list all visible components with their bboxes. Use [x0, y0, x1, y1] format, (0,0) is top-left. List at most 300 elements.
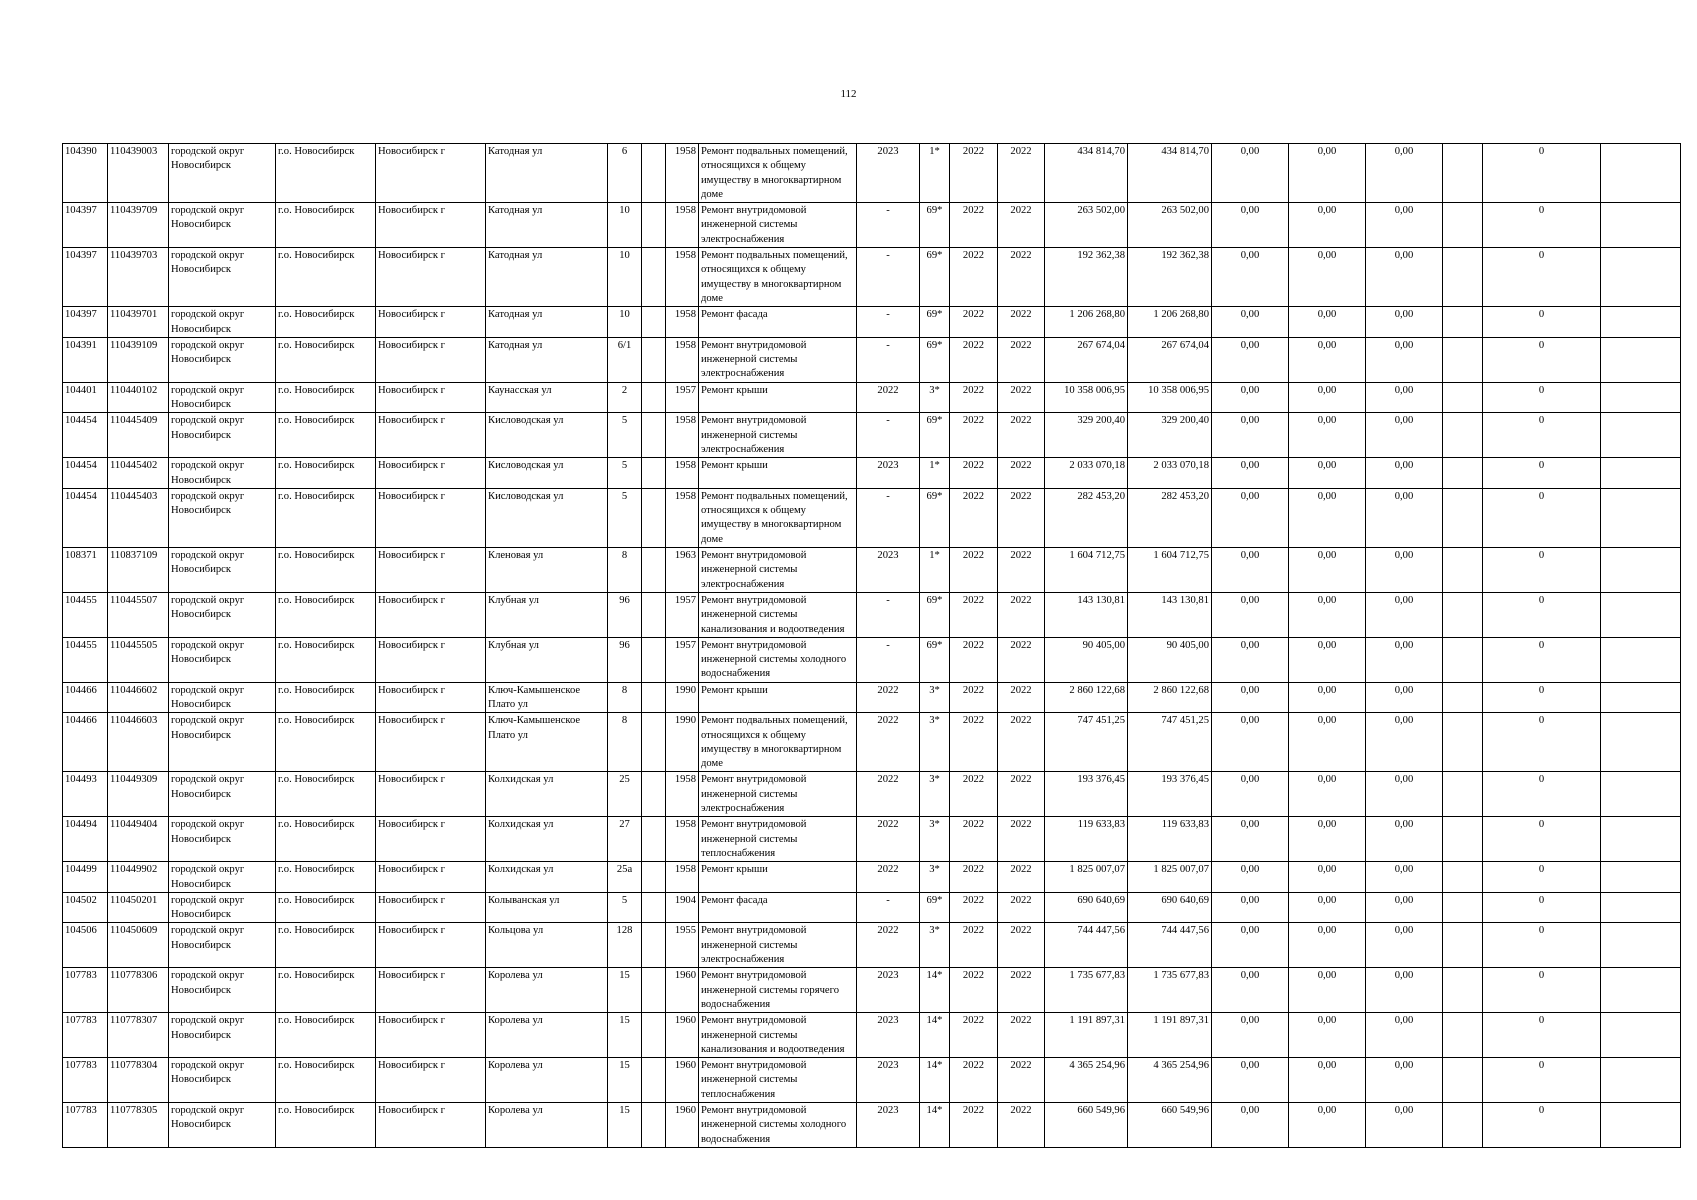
cell-zero-value: 0 — [1483, 458, 1601, 489]
cell-building — [642, 488, 666, 547]
cell-work-type: Ремонт внутридомовой инженерной системы электроснабжения — [699, 203, 857, 248]
cell-urban-district: г.о. Новосибирск — [276, 248, 376, 307]
cell-street: Колыванская ул — [486, 892, 608, 923]
cell-street: Колхидская ул — [486, 817, 608, 862]
cell-street: Каунасская ул — [486, 382, 608, 413]
cell-settlement: Новосибирск г — [376, 862, 486, 893]
cell-note-code: 3* — [920, 713, 950, 772]
cell-zero-value: 0 — [1483, 637, 1601, 682]
cell-zero-value: 0 — [1483, 144, 1601, 203]
cell-note-code: 3* — [920, 923, 950, 968]
cell-budget-subject: 0,00 — [1212, 923, 1289, 968]
cell-work-type: Ремонт внутридомовой инженерной системы холодного водоснабжения — [699, 1103, 857, 1148]
cell-municipality: городской округ Новосибирск — [169, 413, 276, 458]
cell-budget-subject: 0,00 — [1212, 862, 1289, 893]
cell-street: Королева ул — [486, 1013, 608, 1058]
cell-zero-value: 0 — [1483, 682, 1601, 713]
cell-zero-value: 0 — [1483, 1103, 1601, 1148]
cell-construction-year: 1958 — [666, 307, 699, 338]
cell-municipality: городской округ Новосибирск — [169, 307, 276, 338]
cell-street: Катодная ул — [486, 203, 608, 248]
cell-deadline-year: - — [857, 337, 920, 382]
cell-note-code: 69* — [920, 337, 950, 382]
cell-budget-local: 0,00 — [1289, 413, 1366, 458]
cell-house-number: 25 — [608, 772, 642, 817]
cell-construction-year: 1957 — [666, 382, 699, 413]
cell-budget-local: 0,00 — [1289, 968, 1366, 1013]
cell-empty — [1601, 488, 1681, 547]
cell-note-code: 14* — [920, 1103, 950, 1148]
cell-deadline-year: - — [857, 488, 920, 547]
cell-settlement: Новосибирск г — [376, 968, 486, 1013]
cell-note-code: 1* — [920, 458, 950, 489]
cell-work-type: Ремонт внутридомовой инженерной системы холодного водоснабжения — [699, 637, 857, 682]
cell-house-number: 15 — [608, 968, 642, 1013]
cell-budget-local: 0,00 — [1289, 1058, 1366, 1103]
cell-note-code: 69* — [920, 307, 950, 338]
repair-program-table — [62, 143, 1681, 1148]
cell-house-number: 96 — [608, 592, 642, 637]
cell-empty — [1601, 458, 1681, 489]
cell-plan-year-end: 2022 — [998, 337, 1045, 382]
cell-zero-value: 0 — [1483, 592, 1601, 637]
cell-work-type: Ремонт крыши — [699, 382, 857, 413]
cell-budget-local: 0,00 — [1289, 337, 1366, 382]
cell-work-type: Ремонт внутридомовой инженерной системы канализования и водоотведения — [699, 592, 857, 637]
cell-street: Катодная ул — [486, 307, 608, 338]
cell-deadline-year: - — [857, 413, 920, 458]
cell-plan-year-start: 2022 — [950, 923, 998, 968]
cell-zero-value: 0 — [1483, 923, 1601, 968]
cell-zero-value: 0 — [1483, 413, 1601, 458]
cell-municipality: городской округ Новосибирск — [169, 337, 276, 382]
cell-budget-local: 0,00 — [1289, 862, 1366, 893]
cell-settlement: Новосибирск г — [376, 1103, 486, 1148]
cell-empty — [1601, 968, 1681, 1013]
cell-plan-year-end: 2022 — [998, 248, 1045, 307]
cell-budget-local: 0,00 — [1289, 817, 1366, 862]
cell-urban-district: г.о. Новосибирск — [276, 772, 376, 817]
table-row — [63, 592, 1681, 637]
cell-note-code: 69* — [920, 248, 950, 307]
cell-system-id: 110450609 — [108, 923, 169, 968]
cell-empty — [1601, 713, 1681, 772]
cell-work-type: Ремонт внутридомовой инженерной системы электроснабжения — [699, 337, 857, 382]
table-body — [63, 144, 1681, 1148]
cell-zero-value: 0 — [1483, 248, 1601, 307]
cell-settlement: Новосибирск г — [376, 458, 486, 489]
cell-extra — [1443, 862, 1483, 893]
cell-budget-local: 0,00 — [1289, 458, 1366, 489]
cell-empty — [1601, 892, 1681, 923]
cell-house-number: 10 — [608, 203, 642, 248]
cell-house-number: 96 — [608, 637, 642, 682]
cell-empty — [1601, 923, 1681, 968]
cell-object-id: 104454 — [63, 458, 108, 489]
cell-object-id: 104466 — [63, 682, 108, 713]
cell-work-type: Ремонт внутридомовой инженерной системы канализования и водоотведения — [699, 1013, 857, 1058]
cell-object-id: 108371 — [63, 548, 108, 593]
cell-municipality: городской округ Новосибирск — [169, 382, 276, 413]
cell-house-number: 10 — [608, 248, 642, 307]
cell-extra — [1443, 413, 1483, 458]
cell-system-id: 110445507 — [108, 592, 169, 637]
cell-note-code: 1* — [920, 144, 950, 203]
cell-settlement: Новосибирск г — [376, 637, 486, 682]
cell-street: Клубная ул — [486, 592, 608, 637]
cell-total-cost: 2 860 122,68 — [1045, 682, 1128, 713]
cell-owners-funds: 0,00 — [1366, 382, 1443, 413]
cell-street: Кисловодская ул — [486, 458, 608, 489]
cell-plan-year-end: 2022 — [998, 458, 1045, 489]
cell-extra — [1443, 1103, 1483, 1148]
cell-fund-cost: 4 365 254,96 — [1128, 1058, 1212, 1103]
cell-object-id: 104391 — [63, 337, 108, 382]
cell-empty — [1601, 682, 1681, 713]
cell-total-cost: 1 735 677,83 — [1045, 968, 1128, 1013]
cell-plan-year-end: 2022 — [998, 637, 1045, 682]
cell-total-cost: 329 200,40 — [1045, 413, 1128, 458]
cell-construction-year: 1958 — [666, 413, 699, 458]
cell-building — [642, 1058, 666, 1103]
cell-zero-value: 0 — [1483, 382, 1601, 413]
cell-owners-funds: 0,00 — [1366, 923, 1443, 968]
cell-municipality: городской округ Новосибирск — [169, 1013, 276, 1058]
cell-system-id: 110439003 — [108, 144, 169, 203]
cell-plan-year-end: 2022 — [998, 548, 1045, 593]
cell-settlement: Новосибирск г — [376, 144, 486, 203]
cell-settlement: Новосибирск г — [376, 592, 486, 637]
cell-budget-subject: 0,00 — [1212, 337, 1289, 382]
cell-note-code: 3* — [920, 682, 950, 713]
cell-note-code: 69* — [920, 592, 950, 637]
cell-owners-funds: 0,00 — [1366, 1058, 1443, 1103]
cell-urban-district: г.о. Новосибирск — [276, 892, 376, 923]
cell-total-cost: 267 674,04 — [1045, 337, 1128, 382]
cell-system-id: 110449902 — [108, 862, 169, 893]
cell-fund-cost: 1 735 677,83 — [1128, 968, 1212, 1013]
cell-urban-district: г.о. Новосибирск — [276, 713, 376, 772]
cell-budget-local: 0,00 — [1289, 248, 1366, 307]
cell-extra — [1443, 488, 1483, 547]
cell-house-number: 128 — [608, 923, 642, 968]
cell-fund-cost: 744 447,56 — [1128, 923, 1212, 968]
cell-fund-cost: 329 200,40 — [1128, 413, 1212, 458]
cell-settlement: Новосибирск г — [376, 413, 486, 458]
cell-empty — [1601, 413, 1681, 458]
cell-urban-district: г.о. Новосибирск — [276, 382, 376, 413]
cell-empty — [1601, 772, 1681, 817]
cell-owners-funds: 0,00 — [1366, 968, 1443, 1013]
cell-fund-cost: 747 451,25 — [1128, 713, 1212, 772]
cell-object-id: 107783 — [63, 1058, 108, 1103]
cell-budget-subject: 0,00 — [1212, 637, 1289, 682]
cell-construction-year: 1958 — [666, 817, 699, 862]
cell-system-id: 110445505 — [108, 637, 169, 682]
cell-deadline-year: 2023 — [857, 968, 920, 1013]
cell-settlement: Новосибирск г — [376, 488, 486, 547]
cell-extra — [1443, 772, 1483, 817]
cell-budget-subject: 0,00 — [1212, 892, 1289, 923]
table-row — [63, 488, 1681, 547]
cell-extra — [1443, 637, 1483, 682]
cell-system-id: 110449404 — [108, 817, 169, 862]
cell-system-id: 110778306 — [108, 968, 169, 1013]
cell-deadline-year: 2023 — [857, 144, 920, 203]
cell-plan-year-end: 2022 — [998, 817, 1045, 862]
cell-empty — [1601, 592, 1681, 637]
cell-empty — [1601, 382, 1681, 413]
cell-budget-subject: 0,00 — [1212, 488, 1289, 547]
table-row — [63, 382, 1681, 413]
cell-street: Королева ул — [486, 1103, 608, 1148]
cell-system-id: 110446602 — [108, 682, 169, 713]
cell-construction-year: 1960 — [666, 1013, 699, 1058]
cell-urban-district: г.о. Новосибирск — [276, 862, 376, 893]
cell-extra — [1443, 1013, 1483, 1058]
cell-note-code: 14* — [920, 968, 950, 1013]
table-row — [63, 637, 1681, 682]
cell-plan-year-end: 2022 — [998, 1103, 1045, 1148]
cell-fund-cost: 90 405,00 — [1128, 637, 1212, 682]
cell-zero-value: 0 — [1483, 862, 1601, 893]
cell-work-type: Ремонт внутридомовой инженерной системы электроснабжения — [699, 923, 857, 968]
cell-plan-year-start: 2022 — [950, 892, 998, 923]
cell-system-id: 110446603 — [108, 713, 169, 772]
cell-total-cost: 1 191 897,31 — [1045, 1013, 1128, 1058]
cell-plan-year-start: 2022 — [950, 1013, 998, 1058]
cell-street: Кисловодская ул — [486, 413, 608, 458]
cell-municipality: городской округ Новосибирск — [169, 248, 276, 307]
cell-extra — [1443, 307, 1483, 338]
cell-building — [642, 307, 666, 338]
cell-plan-year-start: 2022 — [950, 488, 998, 547]
table-row — [63, 772, 1681, 817]
cell-system-id: 110440102 — [108, 382, 169, 413]
cell-owners-funds: 0,00 — [1366, 548, 1443, 593]
cell-work-type: Ремонт подвальных помещений, относящихся к общему имуществу в многоквартирном доме — [699, 144, 857, 203]
cell-house-number: 6/1 — [608, 337, 642, 382]
cell-municipality: городской округ Новосибирск — [169, 458, 276, 489]
cell-building — [642, 968, 666, 1013]
cell-system-id: 110778304 — [108, 1058, 169, 1103]
cell-total-cost: 747 451,25 — [1045, 713, 1128, 772]
cell-urban-district: г.о. Новосибирск — [276, 637, 376, 682]
cell-plan-year-end: 2022 — [998, 713, 1045, 772]
cell-plan-year-end: 2022 — [998, 1058, 1045, 1103]
cell-fund-cost: 10 358 006,95 — [1128, 382, 1212, 413]
cell-budget-subject: 0,00 — [1212, 1013, 1289, 1058]
cell-object-id: 104454 — [63, 413, 108, 458]
cell-building — [642, 337, 666, 382]
table-row — [63, 968, 1681, 1013]
cell-system-id: 110837109 — [108, 548, 169, 593]
cell-municipality: городской округ Новосибирск — [169, 1058, 276, 1103]
cell-budget-subject: 0,00 — [1212, 458, 1289, 489]
cell-owners-funds: 0,00 — [1366, 413, 1443, 458]
cell-extra — [1443, 1058, 1483, 1103]
cell-extra — [1443, 203, 1483, 248]
cell-work-type: Ремонт внутридомовой инженерной системы электроснабжения — [699, 772, 857, 817]
cell-extra — [1443, 968, 1483, 1013]
cell-house-number: 15 — [608, 1058, 642, 1103]
cell-object-id: 104506 — [63, 923, 108, 968]
cell-urban-district: г.о. Новосибирск — [276, 337, 376, 382]
cell-settlement: Новосибирск г — [376, 892, 486, 923]
cell-plan-year-end: 2022 — [998, 923, 1045, 968]
cell-empty — [1601, 203, 1681, 248]
cell-note-code: 3* — [920, 862, 950, 893]
cell-total-cost: 1 825 007,07 — [1045, 862, 1128, 893]
cell-total-cost: 193 376,45 — [1045, 772, 1128, 817]
cell-fund-cost: 2 033 070,18 — [1128, 458, 1212, 489]
cell-budget-subject: 0,00 — [1212, 968, 1289, 1013]
cell-municipality: городской округ Новосибирск — [169, 548, 276, 593]
cell-municipality: городской округ Новосибирск — [169, 682, 276, 713]
cell-budget-subject: 0,00 — [1212, 382, 1289, 413]
cell-urban-district: г.о. Новосибирск — [276, 413, 376, 458]
cell-note-code: 3* — [920, 817, 950, 862]
cell-building — [642, 772, 666, 817]
cell-empty — [1601, 637, 1681, 682]
cell-fund-cost: 143 130,81 — [1128, 592, 1212, 637]
cell-settlement: Новосибирск г — [376, 713, 486, 772]
cell-budget-subject: 0,00 — [1212, 307, 1289, 338]
cell-budget-subject: 0,00 — [1212, 144, 1289, 203]
cell-zero-value: 0 — [1483, 713, 1601, 772]
cell-plan-year-end: 2022 — [998, 592, 1045, 637]
cell-system-id: 110445403 — [108, 488, 169, 547]
cell-budget-local: 0,00 — [1289, 548, 1366, 593]
cell-building — [642, 592, 666, 637]
cell-building — [642, 713, 666, 772]
cell-empty — [1601, 307, 1681, 338]
cell-deadline-year: 2023 — [857, 458, 920, 489]
cell-total-cost: 660 549,96 — [1045, 1103, 1128, 1148]
cell-fund-cost: 1 825 007,07 — [1128, 862, 1212, 893]
cell-work-type: Ремонт подвальных помещений, относящихся к общему имуществу в многоквартирном доме — [699, 248, 857, 307]
cell-owners-funds: 0,00 — [1366, 248, 1443, 307]
cell-zero-value: 0 — [1483, 488, 1601, 547]
cell-urban-district: г.о. Новосибирск — [276, 458, 376, 489]
cell-plan-year-start: 2022 — [950, 1058, 998, 1103]
cell-house-number: 5 — [608, 488, 642, 547]
cell-plan-year-end: 2022 — [998, 382, 1045, 413]
cell-plan-year-start: 2022 — [950, 382, 998, 413]
cell-fund-cost: 1 191 897,31 — [1128, 1013, 1212, 1058]
cell-building — [642, 817, 666, 862]
cell-street: Ключ-Камышенское Плато ул — [486, 713, 608, 772]
cell-deadline-year: 2022 — [857, 817, 920, 862]
cell-budget-subject: 0,00 — [1212, 548, 1289, 593]
cell-work-type: Ремонт внутридомовой инженерной системы горячего водоснабжения — [699, 968, 857, 1013]
cell-owners-funds: 0,00 — [1366, 1013, 1443, 1058]
cell-note-code: 14* — [920, 1013, 950, 1058]
cell-zero-value: 0 — [1483, 337, 1601, 382]
cell-work-type: Ремонт подвальных помещений, относящихся к общему имуществу в многоквартирном доме — [699, 488, 857, 547]
cell-budget-local: 0,00 — [1289, 488, 1366, 547]
cell-object-id: 104455 — [63, 637, 108, 682]
cell-plan-year-end: 2022 — [998, 144, 1045, 203]
cell-extra — [1443, 548, 1483, 593]
cell-street: Кольцова ул — [486, 923, 608, 968]
cell-extra — [1443, 592, 1483, 637]
table-row — [63, 203, 1681, 248]
cell-note-code: 69* — [920, 637, 950, 682]
table-row — [63, 248, 1681, 307]
cell-work-type: Ремонт внутридомовой инженерной системы теплоснабжения — [699, 1058, 857, 1103]
cell-construction-year: 1990 — [666, 682, 699, 713]
cell-zero-value: 0 — [1483, 817, 1601, 862]
cell-system-id: 110439703 — [108, 248, 169, 307]
table-row — [63, 458, 1681, 489]
cell-house-number: 10 — [608, 307, 642, 338]
cell-note-code: 69* — [920, 892, 950, 923]
cell-building — [642, 413, 666, 458]
cell-building — [642, 1103, 666, 1148]
cell-object-id: 104397 — [63, 248, 108, 307]
cell-urban-district: г.о. Новосибирск — [276, 548, 376, 593]
cell-total-cost: 434 814,70 — [1045, 144, 1128, 203]
cell-construction-year: 1957 — [666, 637, 699, 682]
cell-zero-value: 0 — [1483, 772, 1601, 817]
cell-extra — [1443, 817, 1483, 862]
cell-urban-district: г.о. Новосибирск — [276, 1058, 376, 1103]
cell-note-code: 69* — [920, 488, 950, 547]
cell-extra — [1443, 682, 1483, 713]
cell-municipality: городской округ Новосибирск — [169, 862, 276, 893]
cell-object-id: 104493 — [63, 772, 108, 817]
cell-building — [642, 923, 666, 968]
cell-system-id: 110439109 — [108, 337, 169, 382]
cell-system-id: 110450201 — [108, 892, 169, 923]
cell-total-cost: 744 447,56 — [1045, 923, 1128, 968]
cell-plan-year-end: 2022 — [998, 862, 1045, 893]
cell-plan-year-start: 2022 — [950, 772, 998, 817]
cell-work-type: Ремонт фасада — [699, 892, 857, 923]
cell-settlement: Новосибирск г — [376, 923, 486, 968]
cell-settlement: Новосибирск г — [376, 382, 486, 413]
cell-municipality: городской округ Новосибирск — [169, 713, 276, 772]
cell-municipality: городской округ Новосибирск — [169, 817, 276, 862]
cell-building — [642, 248, 666, 307]
cell-house-number: 8 — [608, 713, 642, 772]
cell-plan-year-start: 2022 — [950, 968, 998, 1013]
cell-plan-year-start: 2022 — [950, 592, 998, 637]
cell-note-code: 69* — [920, 413, 950, 458]
cell-extra — [1443, 144, 1483, 203]
cell-empty — [1601, 337, 1681, 382]
cell-deadline-year: 2022 — [857, 682, 920, 713]
cell-street: Кленовая ул — [486, 548, 608, 593]
cell-house-number: 8 — [608, 682, 642, 713]
cell-owners-funds: 0,00 — [1366, 682, 1443, 713]
cell-owners-funds: 0,00 — [1366, 203, 1443, 248]
cell-system-id: 110778305 — [108, 1103, 169, 1148]
cell-empty — [1601, 862, 1681, 893]
cell-building — [642, 144, 666, 203]
cell-deadline-year: 2023 — [857, 1013, 920, 1058]
cell-budget-subject: 0,00 — [1212, 248, 1289, 307]
table-row — [63, 892, 1681, 923]
cell-construction-year: 1958 — [666, 862, 699, 893]
cell-construction-year: 1990 — [666, 713, 699, 772]
cell-street: Катодная ул — [486, 337, 608, 382]
cell-municipality: городской округ Новосибирск — [169, 1103, 276, 1148]
cell-construction-year: 1958 — [666, 772, 699, 817]
cell-plan-year-start: 2022 — [950, 817, 998, 862]
cell-house-number: 27 — [608, 817, 642, 862]
